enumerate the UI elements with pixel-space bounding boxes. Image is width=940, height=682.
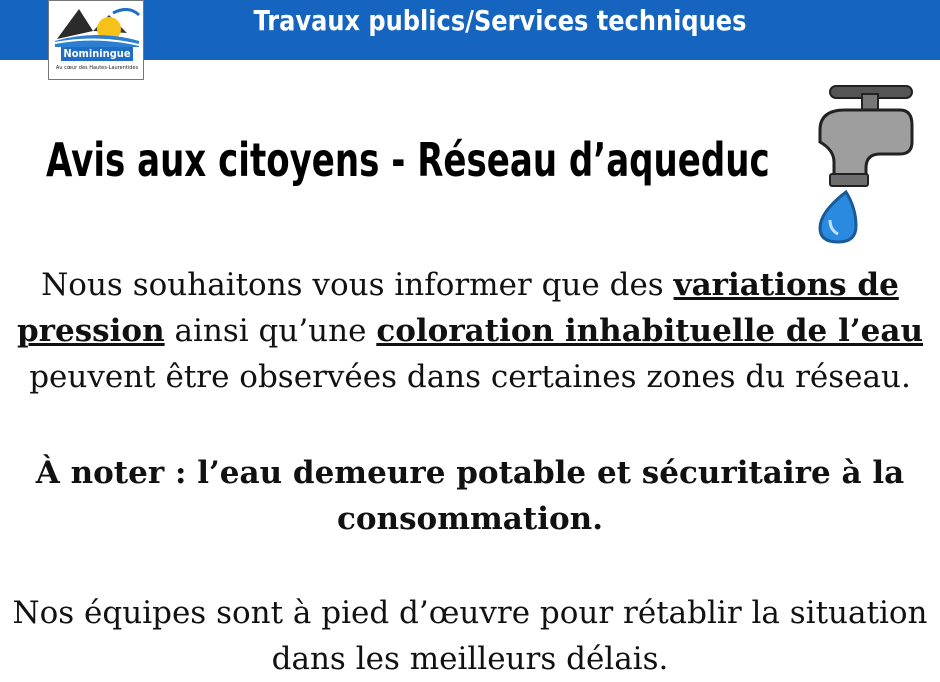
emphasis-pressure-variations: variations de pression [16,267,899,349]
note-paragraph: À noter : l’eau demeure potable et sécuritaire à la consommation. [35,455,905,537]
logo-tagline: Au cœur des Hautes-Laurentides [55,65,139,71]
emphasis-water-coloration: coloration inhabituelle de l’eau [376,313,923,349]
p1-text-mid: ainsi qu’une [164,313,377,349]
p1-text-end: peuvent être observées dans certaines zones du réseau. [29,359,911,395]
nominingue-logo [48,0,144,80]
p1-text-start: Nous souhaitons vous informer que des [41,267,674,303]
header-title: Travaux publics/Services techniques [253,3,747,37]
logo-name: Nominingue [61,47,133,61]
faucet-icon [800,80,920,245]
teams-paragraph: Nos équipes sont à pied d’œuvre pour rétablir la situation dans les meilleurs délais. [12,595,928,677]
page-title: Avis aux citoyens - Réseau d’aqueduc [46,133,770,187]
info-paragraph [0,262,940,400]
